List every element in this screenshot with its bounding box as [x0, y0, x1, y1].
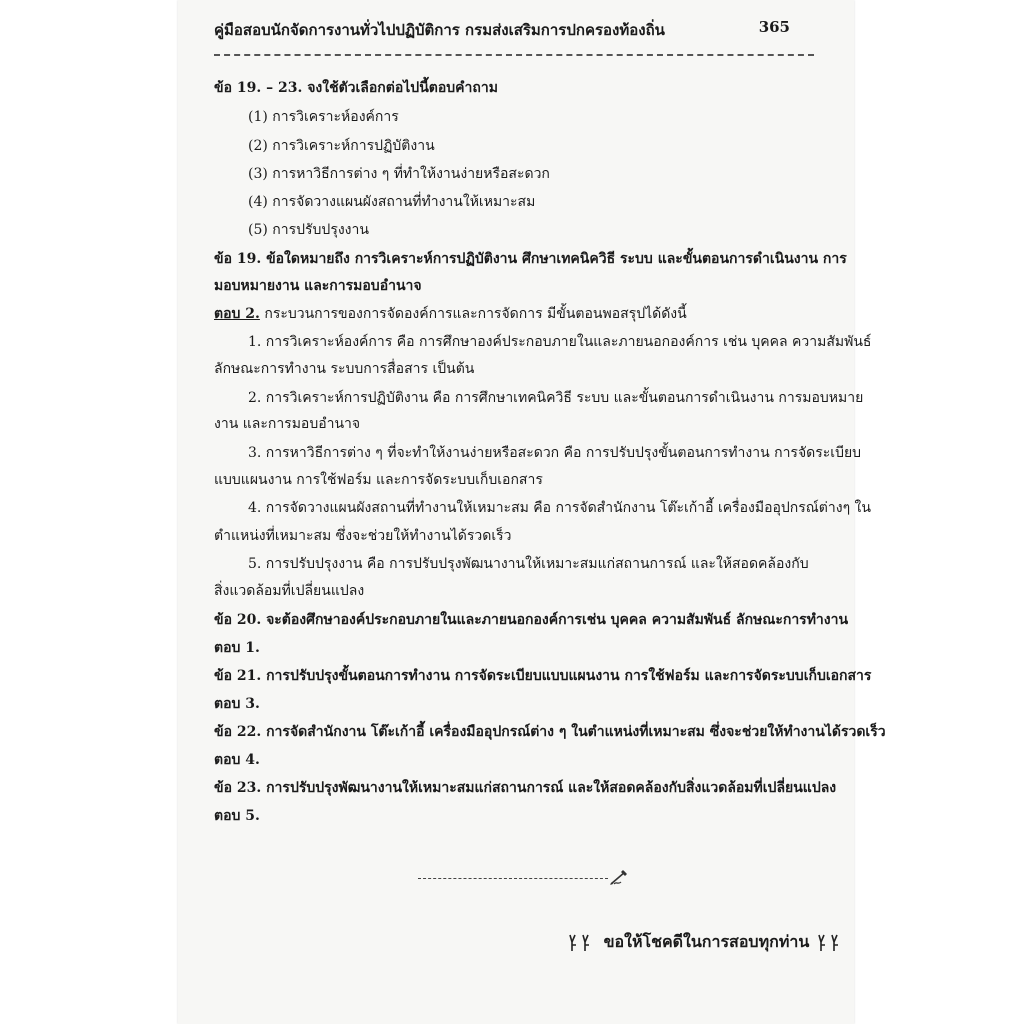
page-number: 365	[758, 18, 790, 36]
footer-divider	[418, 878, 608, 879]
explanation-5a: 5. การปรับปรุงงาน คือ การปรับปรุงพัฒนางานให้เหมาะสมแก่สถานการณ์ และให้สอดคล้องกับ	[248, 556, 809, 572]
question-19-line1: ข้อ 19. ข้อใดหมายถึง การวิเคราะห์การปฏิบัติงาน ศึกษาเทคนิควิธี ระบบ และขั้นตอนการดำเนินงาน การ	[214, 251, 847, 267]
question-19-line2: มอบหมายงาน และการมอบอำนาจ	[214, 278, 422, 294]
closing-text: ขอให้โชคดีในการสอบทุกท่าน	[603, 932, 810, 951]
explanation-5b: สิ่งแวดล้อมที่เปลี่ยนแปลง	[214, 583, 365, 599]
answer-19	[214, 304, 687, 324]
explanation-1a: 1. การวิเคราะห์องค์การ คือ การศึกษาองค์ประกอบภายในและภายนอกองค์การ เช่น บุคคล ความสัมพันธ์	[248, 334, 872, 350]
question-intro: ข้อ 19. – 23. จงใช้ตัวเลือกต่อไปนี้ตอบคำถาม	[214, 80, 498, 96]
explanation-3a: 3. การหาวิธีการต่าง ๆ ที่จะทำให้งานง่ายหรือสะดวก คือ การปรับปรุงขั้นตอนการทำงาน การจัดระเบียบ	[248, 445, 862, 461]
header-title: คู่มือสอบนักจัดการงานทั่วไปปฏิบัติการ กรมส่งเสริมการปกครองท้องถิ่น	[214, 21, 665, 39]
answer-label: ตอบ 2.	[214, 306, 260, 322]
option-5: (5) การปรับปรุงงาน	[248, 222, 369, 238]
victory-hands-icon	[568, 933, 598, 953]
explanation-4a: 4. การจัดวางแผนผังสถานที่ทำงานให้เหมาะสม คือ การจัดสำนักงาน โต๊ะเก้าอี้ เครื่องมืออุปกรณ์ต่างๆ ใน	[248, 500, 871, 516]
option-4: (4) การจัดวางแผนผังสถานที่ทำงานให้เหมาะสม	[248, 194, 536, 210]
explanation-3b: แบบแผนงาน การใช้ฟอร์ม และการจัดระบบเก็บเอกสาร	[214, 472, 543, 488]
explanation-2b: งาน และการมอบอำนาจ	[214, 416, 361, 432]
answer-text: กระบวนการของการจัดองค์การและการจัดการ มีขั้นตอนพอสรุปได้ดังนี้	[259, 306, 687, 322]
explanation-4b: ตำแหน่งที่เหมาะสม ซึ่งจะช่วยให้ทำงานได้รวดเร็ว	[214, 528, 512, 544]
question-23: ข้อ 23. การปรับปรุงพัฒนางานให้เหมาะสมแก่สถานการณ์ และให้สอดคล้องกับสิ่งแวดล้อมที่เปลี่ยนแปลง	[214, 780, 837, 796]
answer-23: ตอบ 5.	[214, 808, 260, 824]
header-divider	[214, 54, 814, 56]
option-1: (1) การวิเคราะห์องค์การ	[248, 109, 399, 125]
question-21: ข้อ 21. การปรับปรุงขั้นตอนการทำงาน การจัดระเบียบแบบแผนงาน การใช้ฟอร์ม และการจัดระบบเก็บเอกสาร	[214, 668, 872, 684]
question-22: ข้อ 22. การจัดสำนักงาน โต๊ะเก้าอี้ เครื่องมืออุปกรณ์ต่าง ๆ ในตำแหน่งที่เหมาะสม ซึ่งจะช่วยให้ทำงานได้รวดเร็ว	[214, 724, 886, 740]
explanation-1b: ลักษณะการทำงาน ระบบการสื่อสาร เป็นต้น	[214, 361, 475, 377]
question-20: ข้อ 20. จะต้องศึกษาองค์ประกอบภายในและภายนอกองค์การเช่น บุคคล ความสัมพันธ์ ลักษณะการทำงาน	[214, 612, 849, 628]
explanation-2a: 2. การวิเคราะห์การปฏิบัติงาน คือ การศึกษาเทคนิควิธี ระบบ และขั้นตอนการดำเนินงาน การมอบหมาย	[248, 390, 864, 406]
closing-message	[568, 930, 845, 955]
running-header	[214, 18, 790, 42]
answer-20: ตอบ 1.	[214, 640, 260, 656]
option-3: (3) การหาวิธีการต่าง ๆ ที่ทำให้งานง่ายหรือสะดวก	[248, 166, 550, 182]
answer-22: ตอบ 4.	[214, 752, 260, 768]
victory-hands-icon	[815, 933, 845, 953]
answer-21: ตอบ 3.	[214, 696, 260, 712]
option-2: (2) การวิเคราะห์การปฏิบัติงาน	[248, 138, 435, 154]
pen-icon	[608, 866, 630, 888]
